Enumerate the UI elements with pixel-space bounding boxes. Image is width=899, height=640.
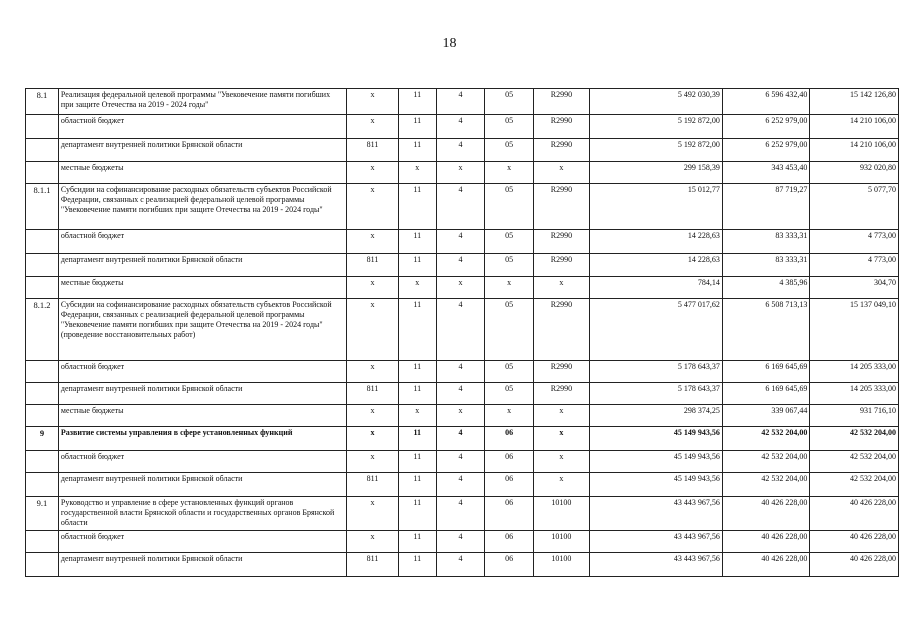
amount-cell: 932 020,80 (810, 162, 899, 184)
row-code (26, 139, 59, 162)
amount-cell: 14 210 106,00 (810, 115, 899, 139)
classification-cell: 11 (398, 553, 436, 577)
row-code: 9 (26, 427, 59, 451)
amount-cell: 5 192 872,00 (589, 115, 722, 139)
row-name: областной бюджет (58, 361, 346, 383)
amount-cell: 40 426 228,00 (810, 553, 899, 577)
classification-cell: 11 (398, 451, 436, 473)
classification-cell: x (398, 405, 436, 427)
table-row (26, 427, 899, 451)
row-code (26, 361, 59, 383)
classification-cell: 11 (398, 184, 436, 230)
classification-cell: 05 (485, 230, 534, 254)
classification-cell: 06 (485, 473, 534, 497)
classification-cell: x (534, 277, 590, 299)
amount-cell: 42 532 204,00 (722, 473, 810, 497)
classification-cell: 05 (485, 184, 534, 230)
classification-cell: 4 (436, 184, 485, 230)
amount-cell: 5 077,70 (810, 184, 899, 230)
classification-cell: 4 (436, 115, 485, 139)
classification-cell: 4 (436, 473, 485, 497)
table-row (26, 254, 899, 277)
classification-cell: x (398, 277, 436, 299)
classification-cell: 05 (485, 361, 534, 383)
classification-cell: x (347, 531, 399, 553)
classification-cell: 11 (398, 139, 436, 162)
classification-cell: 11 (398, 361, 436, 383)
amount-cell: 14 205 333,00 (810, 383, 899, 405)
table-row (26, 361, 899, 383)
classification-cell: 11 (398, 473, 436, 497)
classification-cell: 05 (485, 89, 534, 115)
amount-cell: 5 178 643,37 (589, 361, 722, 383)
classification-cell: 11 (398, 299, 436, 361)
classification-cell: 05 (485, 115, 534, 139)
amount-cell: 45 149 943,56 (589, 473, 722, 497)
classification-cell: 4 (436, 553, 485, 577)
classification-cell: x (347, 299, 399, 361)
classification-cell: 4 (436, 361, 485, 383)
amount-cell: 83 333,31 (722, 254, 810, 277)
classification-cell: x (485, 277, 534, 299)
classification-cell: x (534, 473, 590, 497)
classification-cell: 06 (485, 427, 534, 451)
amount-cell: 5 192 872,00 (589, 139, 722, 162)
row-code (26, 383, 59, 405)
row-name: местные бюджеты (58, 277, 346, 299)
classification-cell: 11 (398, 254, 436, 277)
classification-cell: x (534, 427, 590, 451)
amount-cell: 5 477 017,62 (589, 299, 722, 361)
classification-cell: 11 (398, 230, 436, 254)
amount-cell: 6 596 432,40 (722, 89, 810, 115)
classification-cell: 11 (398, 497, 436, 531)
amount-cell: 40 426 228,00 (722, 497, 810, 531)
classification-cell: 4 (436, 139, 485, 162)
row-name: департамент внутренней политики Брянской области (58, 473, 346, 497)
row-code (26, 230, 59, 254)
classification-cell: 05 (485, 254, 534, 277)
row-code (26, 162, 59, 184)
classification-cell: x (347, 427, 399, 451)
classification-cell: 06 (485, 451, 534, 473)
row-name: областной бюджет (58, 230, 346, 254)
amount-cell: 5 492 030,39 (589, 89, 722, 115)
classification-cell: 4 (436, 497, 485, 531)
table-row (26, 299, 899, 361)
row-name: Субсидии на софинансирование расходных обязательств субъектов Российской Федерации, связанных с реализацией федеральной целевой программы "Увековечение памяти погибших при защите Отечества на 2019 - 2024 годы" (58, 184, 346, 230)
row-code (26, 531, 59, 553)
amount-cell: 40 426 228,00 (810, 497, 899, 531)
budget-table (25, 88, 899, 577)
classification-cell: x (534, 405, 590, 427)
row-name: Руководство и управление в сфере установленных функций органов государственной власти Брянской области и государственных органов Брянской области (58, 497, 346, 531)
classification-cell: 11 (398, 115, 436, 139)
classification-cell: 11 (398, 383, 436, 405)
classification-cell: 11 (398, 427, 436, 451)
classification-cell: R2990 (534, 299, 590, 361)
amount-cell: 6 169 645,69 (722, 361, 810, 383)
classification-cell: 811 (347, 553, 399, 577)
amount-cell: 5 178 643,37 (589, 383, 722, 405)
table-row (26, 383, 899, 405)
classification-cell: 4 (436, 89, 485, 115)
amount-cell: 40 426 228,00 (722, 531, 810, 553)
classification-cell: x (347, 361, 399, 383)
classification-cell: 4 (436, 230, 485, 254)
classification-cell: 11 (398, 531, 436, 553)
classification-cell: 05 (485, 139, 534, 162)
classification-cell: x (485, 405, 534, 427)
classification-cell: R2990 (534, 254, 590, 277)
row-name: департамент внутренней политики Брянской области (58, 139, 346, 162)
page-number: 18 (442, 36, 457, 51)
classification-cell: 4 (436, 451, 485, 473)
classification-cell: x (347, 405, 399, 427)
classification-cell: x (347, 162, 399, 184)
amount-cell: 43 443 967,56 (589, 553, 722, 577)
row-name: Развитие системы управления в сфере установленных функций (58, 427, 346, 451)
table-row (26, 184, 899, 230)
classification-cell: 4 (436, 383, 485, 405)
row-name: областной бюджет (58, 531, 346, 553)
classification-cell: R2990 (534, 383, 590, 405)
amount-cell: 43 443 967,56 (589, 497, 722, 531)
classification-cell: 811 (347, 254, 399, 277)
amount-cell: 343 453,40 (722, 162, 810, 184)
amount-cell: 299 158,39 (589, 162, 722, 184)
row-code (26, 405, 59, 427)
amount-cell: 6 169 645,69 (722, 383, 810, 405)
amount-cell: 45 149 943,56 (589, 451, 722, 473)
classification-cell: 05 (485, 383, 534, 405)
amount-cell: 40 426 228,00 (722, 553, 810, 577)
classification-cell: 811 (347, 473, 399, 497)
row-code (26, 277, 59, 299)
amount-cell: 4 773,00 (810, 254, 899, 277)
amount-cell: 4 773,00 (810, 230, 899, 254)
amount-cell: 15 137 049,10 (810, 299, 899, 361)
amount-cell: 339 067,44 (722, 405, 810, 427)
classification-cell: 4 (436, 427, 485, 451)
classification-cell: 4 (436, 531, 485, 553)
row-code: 8.1.1 (26, 184, 59, 230)
classification-cell: 06 (485, 497, 534, 531)
amount-cell: 14 228,63 (589, 230, 722, 254)
amount-cell: 298 374,25 (589, 405, 722, 427)
amount-cell: 15 012,77 (589, 184, 722, 230)
amount-cell: 6 252 979,00 (722, 139, 810, 162)
amount-cell: 931 716,10 (810, 405, 899, 427)
classification-cell: 10100 (534, 497, 590, 531)
amount-cell: 6 508 713,13 (722, 299, 810, 361)
classification-cell: x (347, 230, 399, 254)
amount-cell: 304,70 (810, 277, 899, 299)
amount-cell: 14 210 106,00 (810, 139, 899, 162)
amount-cell: 14 205 333,00 (810, 361, 899, 383)
classification-cell: x (436, 405, 485, 427)
classification-cell: R2990 (534, 230, 590, 254)
row-name: департамент внутренней политики Брянской области (58, 254, 346, 277)
table-row (26, 230, 899, 254)
row-code (26, 115, 59, 139)
classification-cell: x (398, 162, 436, 184)
classification-cell: R2990 (534, 139, 590, 162)
row-code (26, 473, 59, 497)
row-name: областной бюджет (58, 115, 346, 139)
row-code: 8.1.2 (26, 299, 59, 361)
amount-cell: 784,14 (589, 277, 722, 299)
classification-cell: x (347, 184, 399, 230)
amount-cell: 14 228,63 (589, 254, 722, 277)
amount-cell: 40 426 228,00 (810, 531, 899, 553)
amount-cell: 42 532 204,00 (722, 451, 810, 473)
classification-cell: x (436, 277, 485, 299)
row-name: департамент внутренней политики Брянской области (58, 553, 346, 577)
classification-cell: x (347, 115, 399, 139)
classification-cell: 06 (485, 553, 534, 577)
table-body (26, 89, 899, 577)
classification-cell: 811 (347, 383, 399, 405)
classification-cell: R2990 (534, 89, 590, 115)
classification-cell: 811 (347, 139, 399, 162)
amount-cell: 15 142 126,80 (810, 89, 899, 115)
table-row (26, 553, 899, 577)
row-code: 9.1 (26, 497, 59, 531)
amount-cell: 42 532 204,00 (722, 427, 810, 451)
table-row (26, 497, 899, 531)
amount-cell: 83 333,31 (722, 230, 810, 254)
row-name: местные бюджеты (58, 405, 346, 427)
row-code (26, 451, 59, 473)
classification-cell: x (534, 451, 590, 473)
table-row (26, 277, 899, 299)
table-row (26, 451, 899, 473)
table-row (26, 405, 899, 427)
amount-cell: 4 385,96 (722, 277, 810, 299)
row-code (26, 254, 59, 277)
classification-cell: 06 (485, 531, 534, 553)
classification-cell: x (485, 162, 534, 184)
table-row (26, 139, 899, 162)
amount-cell: 87 719,27 (722, 184, 810, 230)
classification-cell: 10100 (534, 531, 590, 553)
row-name: департамент внутренней политики Брянской области (58, 383, 346, 405)
classification-cell: R2990 (534, 361, 590, 383)
table-row (26, 115, 899, 139)
classification-cell: 05 (485, 299, 534, 361)
classification-cell: x (436, 162, 485, 184)
classification-cell: R2990 (534, 184, 590, 230)
classification-cell: x (534, 162, 590, 184)
classification-cell: x (347, 497, 399, 531)
classification-cell: 4 (436, 254, 485, 277)
table-row (26, 89, 899, 115)
classification-cell: x (347, 451, 399, 473)
row-code: 8.1 (26, 89, 59, 115)
amount-cell: 45 149 943,56 (589, 427, 722, 451)
amount-cell: 42 532 204,00 (810, 427, 899, 451)
row-name: Реализация федеральной целевой программы "Увековечение памяти погибших при защите Отечества на 2019 - 2024 годы" (58, 89, 346, 115)
row-code (26, 553, 59, 577)
classification-cell: x (347, 277, 399, 299)
row-name: областной бюджет (58, 451, 346, 473)
table-row (26, 531, 899, 553)
row-name: местные бюджеты (58, 162, 346, 184)
row-name: Субсидии на софинансирование расходных обязательств субъектов Российской Федерации, связанных с реализацией федеральной целевой программы "Увековечение памяти погибших при защите Отечества на 2019 - 2024 годы" (проведение восстановительных работ) (58, 299, 346, 361)
amount-cell: 43 443 967,56 (589, 531, 722, 553)
classification-cell: 10100 (534, 553, 590, 577)
amount-cell: 6 252 979,00 (722, 115, 810, 139)
amount-cell: 42 532 204,00 (810, 451, 899, 473)
classification-cell: x (347, 89, 399, 115)
table-row (26, 162, 899, 184)
amount-cell: 42 532 204,00 (810, 473, 899, 497)
table-row (26, 473, 899, 497)
classification-cell: 4 (436, 299, 485, 361)
classification-cell: 11 (398, 89, 436, 115)
classification-cell: R2990 (534, 115, 590, 139)
